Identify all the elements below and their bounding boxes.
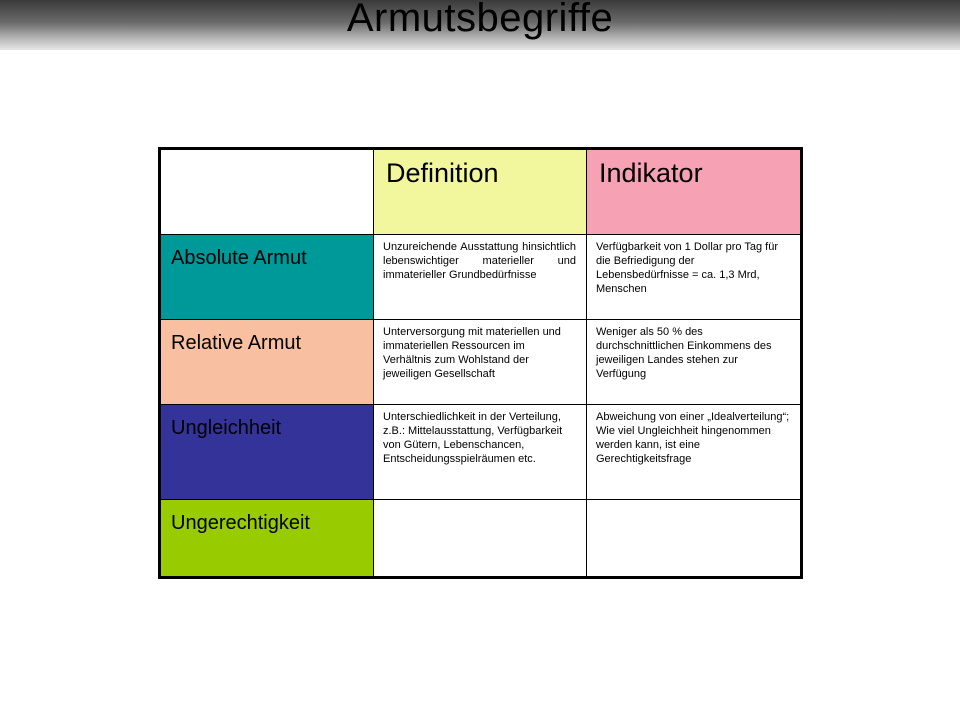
title-bar [0,0,960,50]
header-indicator-label: Indikator [599,158,703,188]
definition-text: Unterschiedlichkeit in der Verteilung, z.B.: Mittelausstattung, Verfügbarkeit von Gütern, Lebenschancen, Entscheidungsspielräumen etc. [383,411,563,465]
indicator-text: Verfügbarkeit von 1 Dollar pro Tag für die Befriedigung der Lebensbedürfnisse = ca. 1,3 Mrd, Menschen [596,241,779,295]
row-label: Ungerechtigkeit [171,512,310,534]
header-definition-cell [374,150,587,235]
indicator-text: Abweichung von einer „Idealverteilung“; Wie viel Ungleichheit hingenommen werden kann, ist eine Gerechtigkeitsfrage [596,411,790,465]
row-label: Absolute Armut [171,247,307,269]
definition-cell-absolute-armut [374,235,587,320]
row-label-ungerechtigkeit [161,500,374,576]
indicator-text: Weniger als 50 % des durchschnittlichen Einkommens des jeweiligen Landes stehen zur Verfügung [596,326,772,380]
row-label-ungleichheit [161,405,374,500]
header-empty-cell [161,150,374,235]
header-definition-label: Definition [386,158,499,188]
row-label: Relative Armut [171,332,302,354]
slide-title: Armutsbegriffe [346,0,614,40]
definition-text: Unterversorgung mit materiellen und immateriellen Ressourcen im Verhältnis zum Wohlstand der jeweiligen Gesellschaft [383,326,561,380]
header-indicator-cell [587,150,800,235]
row-label-absolute-armut [161,235,374,320]
row-label-relative-armut [161,320,374,405]
definition-cell-relative-armut [374,320,587,405]
definition-cell-ungerechtigkeit [374,500,587,576]
indicator-cell-relative-armut [587,320,800,405]
row-label: Ungleichheit [171,417,282,439]
definition-text: Unzureichende Ausstattung hinsichtlich lebenswichtiger materieller und immaterieller Grundbedürfnisse [383,241,576,281]
definition-cell-ungleichheit [374,405,587,500]
poverty-concepts-table [158,147,803,579]
indicator-cell-ungleichheit [587,405,800,500]
indicator-cell-ungerechtigkeit [587,500,800,576]
indicator-cell-absolute-armut [587,235,800,320]
